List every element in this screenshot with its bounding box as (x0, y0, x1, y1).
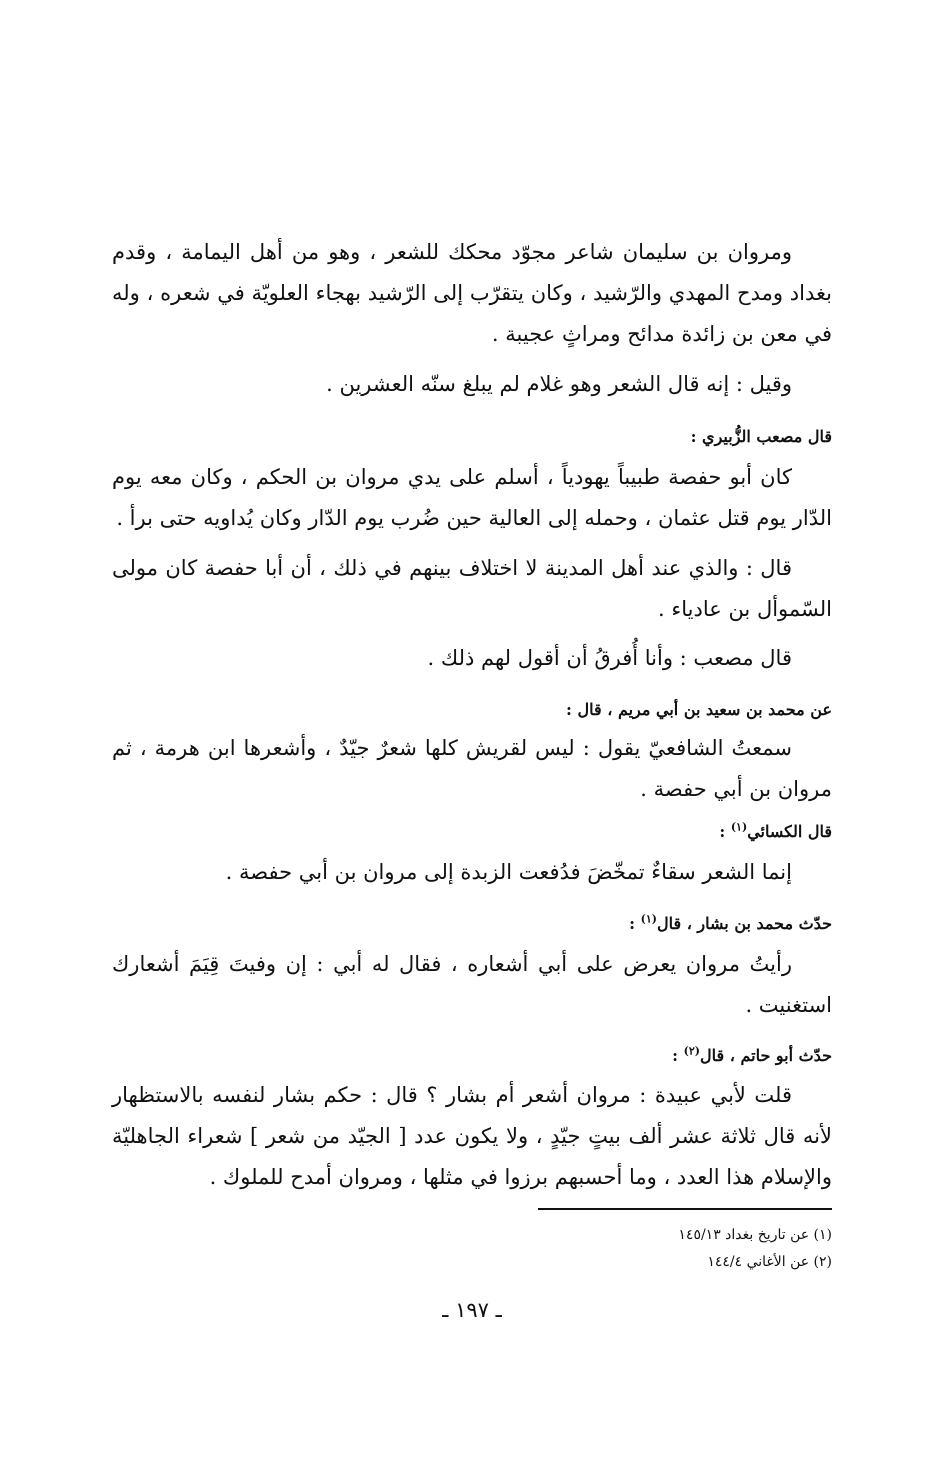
heading-musab: قال مصعب الزُّبيري : (690, 427, 832, 446)
heading-ibn-abi-maryam: عن محمد بن سعيد بن أبي مريم ، قال : (566, 700, 832, 719)
page-number: ـ ١٩٧ ـ (442, 1298, 502, 1322)
heading-kisai: قال الكسائي$^{(١)}$ : (719, 820, 832, 841)
paragraph-kisai: إنما الشعر سقاءٌ تمخّضَ فدُفعت الزبدة إلى مروان بن أبي حفصة . (225, 860, 792, 884)
paragraph-abu-ubayda: قلت لأبي عبيدة : مروان أشعر أم بشار ؟ قال : حكم بشار لنفسه بالاستظهار لأنه قال ثلاثة عشر ألف بيتٍ جيّدٍ ، ولا يكون عدد [ الجيّد من شعر ] شعراء الجاهليّة والإسلام هذا العدد ، وما أحسبهم برزوا في مثلها ، ومروان أمدح للملوك . (112, 1083, 832, 1189)
paragraph-musab-says: قال مصعب : وأنا أُفرقُ أن أقول لهم ذلك . (427, 646, 792, 670)
heading-ibn-bashshar: حدّث محمد بن بشار ، قال$^{(١)}$ : (629, 912, 832, 933)
footnote-divider (538, 1208, 832, 1210)
footnote-1: (١) عن تاريخ بغداد ١٤٥/١٣ (678, 1227, 832, 1243)
heading-ibn-bashshar-text: حدّث محمد بن بشار ، قال (656, 914, 832, 933)
footnote-ref: (١) (640, 912, 657, 926)
heading-abu-hatim: حدّث أبو حاتم ، قال$^{(٢)}$ : (672, 1044, 832, 1065)
heading-kisai-text: قال الكسائي (747, 822, 832, 841)
footnote-2: (٢) عن الأغاني ١٤٤/٤ (707, 1254, 832, 1270)
footnote-ref: (١) (730, 820, 748, 834)
paragraph-shafii: سمعتُ الشافعيّ يقول : ليس لقريش كلها شعرٌ جيّدٌ ، وأشعرها ابن هرمة ، ثم مروان بن أبي حفصة . (112, 736, 832, 801)
paragraph-intro: ومروان بن سليمان شاعر مجوّد محكك للشعر ، وهو من أهل اليمامة ، وقدم بغداد ومدح المهدي والرّشيد ، وكان يتقرّب إلى الرّشيد بهجاء العلويّة في شعره ، وله في معن بن زائدة مدائح ومراثٍ عجيبة . (112, 240, 832, 346)
paragraph-marwan-recites: رأيتُ مروان يعرض على أبي أشعاره ، فقال له أبي : إن وفيتَ قِيَمَ أشعارك استغنيت . (112, 952, 832, 1017)
paragraph-madina: قال : والذي عند أهل المدينة لا اختلاف بينهم في ذلك ، أن أبا حفصة كان مولى السّموأل بن عادياء . (112, 556, 832, 621)
paragraph-young-poet: وقيل : إنه قال الشعر وهو غلام لم يبلغ سنّه العشرين . (326, 372, 792, 396)
footnote-ref: (٢) (683, 1044, 701, 1058)
paragraph-abu-hafsa: كان أبو حفصة طبيباً يهودياً ، أسلم على يدي مروان بن الحكم ، وكان معه يوم الدّار يوم قتل عثمان ، وحمله إلى العالية حين ضُرب يوم الدّار وكان يُداويه حتى برأ . (112, 465, 832, 530)
heading-abu-hatim-text: حدّث أبو حاتم ، قال (700, 1046, 832, 1065)
